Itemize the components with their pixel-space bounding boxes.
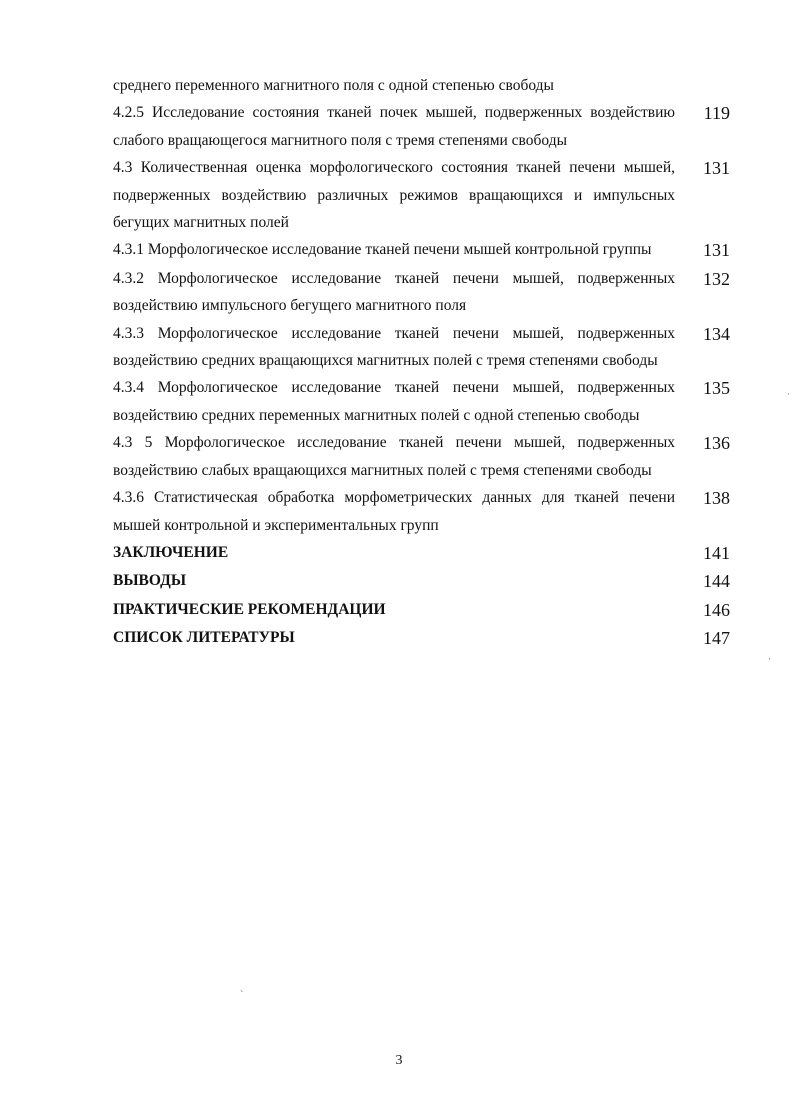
toc-entry-page: 131 xyxy=(703,240,730,261)
toc-entry-page xyxy=(675,72,730,73)
table-of-contents xyxy=(113,72,730,653)
toc-section-title: ВЫВОДЫ xyxy=(113,572,187,590)
toc-entry-page: 134 xyxy=(703,323,730,344)
toc-section-page: 141 xyxy=(703,542,730,563)
toc-entry xyxy=(113,236,730,264)
toc-entry xyxy=(113,72,730,99)
toc-entry-text: 4.2.5 Исследование состояния тканей почек мышей, подверженных воздействию слабого вращающегося магнитного поля с тремя степенями свободы xyxy=(113,104,675,149)
toc-entry-page: 138 xyxy=(703,488,730,509)
toc-section-title: ЗАКЛЮЧЕНИЕ xyxy=(113,543,229,561)
toc-entry-text: 4.3 5 Морфологическое исследование тканей печени мышей, подверженных воздействию слабых вращающихся магнитных полей с тремя степенями свободы xyxy=(113,434,675,479)
toc-section-conclusion xyxy=(113,539,730,567)
toc-section-page: 147 xyxy=(703,628,730,649)
toc-entry-text: 4.3.1 Морфологическое исследование тканей печени мышей контрольной группы xyxy=(113,241,652,259)
toc-section-title: ПРАКТИЧЕСКИЕ РЕКОМЕНДАЦИИ xyxy=(113,600,386,618)
toc-section-page: 146 xyxy=(703,599,730,620)
toc-entry-text: среднего переменного магнитного поля с одной степенью свободы xyxy=(113,77,554,94)
toc-entry-text: 4.3.2 Морфологическое исследование тканей печени мышей, подверженных воздействию импульсного бегущего магнитного поля xyxy=(113,269,675,315)
toc-entry-text: 4.3 Количественная оценка морфологического состояния тканей печени мышей, подверженных воздействию различных режимов вращающихся и импульсных бегущих магнитных полей xyxy=(113,159,675,232)
toc-entry xyxy=(113,265,730,320)
toc-entry xyxy=(113,99,730,154)
toc-entry-text: 4.3.6 Статистическая обработка морфометрических данных для тканей печени мышей контрольной и экспериментальных групп xyxy=(113,489,675,534)
toc-entry-page: 135 xyxy=(703,378,730,399)
page-number: 3 xyxy=(395,1053,403,1068)
toc-section-findings xyxy=(113,567,730,595)
toc-entry-text: 4.3.3 Морфологическое исследование тканей печени мышей, подверженных воздействию средних вращающихся магнитных полей с тремя степенями свободы xyxy=(113,324,675,370)
scan-speck: ˈ xyxy=(768,657,772,668)
toc-section-references xyxy=(113,624,730,652)
toc-section-title: СПИСОК ЛИТЕРАТУРЫ xyxy=(113,629,295,647)
toc-entry xyxy=(113,429,730,484)
toc-entry xyxy=(113,320,730,375)
toc-entry xyxy=(113,484,730,539)
toc-section-recommendations xyxy=(113,596,730,624)
toc-entry-page: 132 xyxy=(703,268,730,289)
toc-entry xyxy=(113,154,730,236)
scan-speck: ˈ xyxy=(787,392,791,403)
toc-entry-page: 131 xyxy=(703,158,730,179)
toc-entry xyxy=(113,374,730,429)
toc-section-page: 144 xyxy=(703,571,730,592)
toc-entry-text: 4.3.4 Морфологическое исследование тканей печени мышей, подверженных воздействию средних переменных магнитных полей с одной степенью свободы xyxy=(113,379,675,424)
scan-speck: ˋ xyxy=(240,990,244,1001)
toc-entry-page: 136 xyxy=(703,433,730,454)
toc-entry-page: 119 xyxy=(703,103,730,124)
